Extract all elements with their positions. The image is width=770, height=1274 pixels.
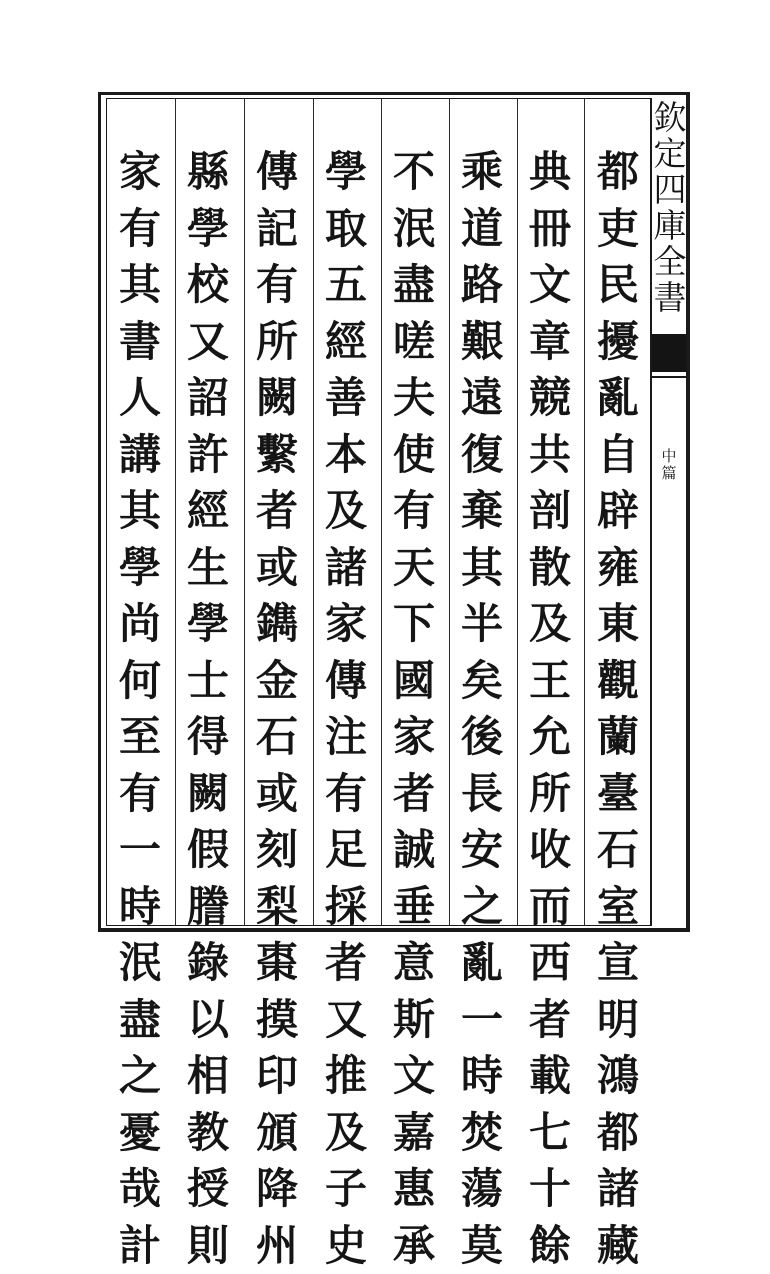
text-char: 經 [315, 314, 377, 371]
text-char: 一 [451, 992, 513, 1049]
text-char: 所 [246, 314, 308, 371]
text-char: 使 [383, 427, 445, 484]
text-char: 得 [177, 709, 239, 766]
text-char: 之 [109, 1048, 171, 1105]
text-char: 一 [109, 822, 171, 879]
column-rule [175, 99, 176, 925]
text-char: 或 [246, 766, 308, 823]
text-char: 學 [177, 596, 239, 653]
text-char: 子 [315, 1161, 377, 1218]
text-char: 嗟 [383, 314, 445, 371]
column-rule [449, 99, 450, 925]
text-char: 都 [587, 144, 649, 201]
text-char: 泯 [109, 935, 171, 992]
text-char: 注 [315, 709, 377, 766]
text-char: 嘉 [383, 1105, 445, 1162]
text-char: 艱 [451, 314, 513, 371]
column-rule [313, 99, 314, 925]
text-char: 學 [109, 540, 171, 597]
text-char: 諸 [315, 540, 377, 597]
text-char: 足 [315, 822, 377, 879]
text-char: 詔 [177, 370, 239, 427]
text-char: 亂 [587, 370, 649, 427]
text-char: 藏 [587, 1218, 649, 1274]
fishtail-rule [652, 376, 686, 378]
text-char: 夫 [383, 370, 445, 427]
text-char: 則 [177, 1218, 239, 1274]
text-char: 焚 [451, 1105, 513, 1162]
text-char: 允 [519, 709, 581, 766]
text-char: 路 [451, 257, 513, 314]
text-char: 斯 [383, 992, 445, 1049]
text-char: 競 [519, 370, 581, 427]
text-char: 明 [587, 992, 649, 1049]
text-column-2 [519, 144, 581, 1274]
text-char: 採 [315, 879, 377, 936]
text-char: 金 [246, 653, 308, 710]
text-char: 吏 [587, 201, 649, 258]
text-char: 者 [383, 766, 445, 823]
text-char: 棄 [451, 483, 513, 540]
text-char: 錄 [177, 935, 239, 992]
text-char: 講 [109, 427, 171, 484]
text-char: 西 [519, 935, 581, 992]
text-char: 又 [315, 992, 377, 1049]
text-char: 鐫 [246, 596, 308, 653]
text-char: 時 [109, 879, 171, 936]
text-char: 國 [383, 653, 445, 710]
text-char: 不 [383, 144, 445, 201]
column-rule [381, 99, 382, 925]
text-char: 闕 [177, 766, 239, 823]
text-char: 史 [315, 1218, 377, 1274]
text-char: 蘭 [587, 709, 649, 766]
text-char: 盡 [109, 992, 171, 1049]
text-column-1 [587, 144, 649, 1274]
text-char: 石 [587, 822, 649, 879]
text-char: 散 [519, 540, 581, 597]
text-char: 記 [246, 201, 308, 258]
text-char: 都 [587, 1105, 649, 1162]
text-char: 士 [177, 653, 239, 710]
text-char: 刻 [246, 822, 308, 879]
text-char: 者 [315, 935, 377, 992]
text-char: 闕 [246, 370, 308, 427]
text-char: 餘 [519, 1218, 581, 1274]
column-rule [517, 99, 518, 925]
text-char: 雍 [587, 540, 649, 597]
volume-char: 中 [654, 448, 684, 465]
text-char: 教 [177, 1105, 239, 1162]
text-char: 家 [109, 144, 171, 201]
text-char: 文 [519, 257, 581, 314]
column-rule [584, 99, 585, 925]
text-char: 憂 [109, 1105, 171, 1162]
text-char: 善 [315, 370, 377, 427]
column-rule [244, 99, 245, 925]
text-char: 又 [177, 314, 239, 371]
text-char: 垂 [383, 879, 445, 936]
text-char: 學 [177, 201, 239, 258]
text-char: 典 [519, 144, 581, 201]
text-char: 有 [109, 766, 171, 823]
text-column-4 [383, 144, 445, 1274]
text-char: 誠 [383, 822, 445, 879]
text-char: 安 [451, 822, 513, 879]
text-char: 其 [451, 540, 513, 597]
text-char: 室 [587, 879, 649, 936]
text-char: 觀 [587, 653, 649, 710]
text-char: 鴻 [587, 1048, 649, 1105]
text-char: 家 [383, 709, 445, 766]
text-char: 至 [109, 709, 171, 766]
text-char: 收 [519, 822, 581, 879]
text-char: 棗 [246, 935, 308, 992]
text-char: 推 [315, 1048, 377, 1105]
text-char: 而 [519, 879, 581, 936]
text-char: 或 [246, 540, 308, 597]
text-char: 亂 [451, 935, 513, 992]
text-char: 宣 [587, 935, 649, 992]
text-char: 者 [519, 992, 581, 1049]
book-title-char: 書 [652, 280, 688, 316]
text-char: 承 [383, 1218, 445, 1274]
text-char: 長 [451, 766, 513, 823]
text-char: 計 [109, 1218, 171, 1274]
text-char: 時 [451, 1048, 513, 1105]
text-char: 傳 [246, 144, 308, 201]
text-char: 臺 [587, 766, 649, 823]
text-char: 繫 [246, 427, 308, 484]
text-char: 有 [383, 483, 445, 540]
book-title-char: 全 [652, 244, 688, 280]
text-char: 之 [451, 879, 513, 936]
text-char: 及 [315, 483, 377, 540]
volume-char: 篇 [654, 465, 684, 482]
text-char: 以 [177, 992, 239, 1049]
text-char: 天 [383, 540, 445, 597]
text-char: 梨 [246, 879, 308, 936]
text-char: 復 [451, 427, 513, 484]
text-char: 縣 [177, 144, 239, 201]
fishtail-mark [652, 334, 686, 372]
text-char: 所 [519, 766, 581, 823]
text-column-7 [177, 144, 239, 1274]
text-column-5 [315, 144, 377, 1274]
text-char: 王 [519, 653, 581, 710]
text-char: 書 [109, 314, 171, 371]
text-char: 七 [519, 1105, 581, 1162]
text-char: 何 [109, 653, 171, 710]
text-char: 謄 [177, 879, 239, 936]
text-char: 者 [246, 483, 308, 540]
text-char: 意 [383, 935, 445, 992]
text-char: 頒 [246, 1105, 308, 1162]
text-char: 蕩 [451, 1161, 513, 1218]
text-char: 假 [177, 822, 239, 879]
text-char: 家 [315, 596, 377, 653]
text-char: 矣 [451, 653, 513, 710]
text-char: 經 [177, 483, 239, 540]
text-char: 州 [246, 1218, 308, 1274]
book-title-char: 欽 [652, 100, 688, 136]
text-char: 降 [246, 1161, 308, 1218]
text-char: 諸 [587, 1161, 649, 1218]
text-char: 印 [246, 1048, 308, 1105]
text-char: 校 [177, 257, 239, 314]
text-char: 泯 [383, 201, 445, 258]
text-char: 章 [519, 314, 581, 371]
text-char: 冊 [519, 201, 581, 258]
text-char: 有 [315, 766, 377, 823]
text-char: 下 [383, 596, 445, 653]
text-char: 及 [519, 596, 581, 653]
text-char: 摸 [246, 992, 308, 1049]
book-title [652, 100, 688, 316]
text-char: 文 [383, 1048, 445, 1105]
text-char: 本 [315, 427, 377, 484]
text-char: 十 [519, 1161, 581, 1218]
text-char: 其 [109, 483, 171, 540]
text-char: 剖 [519, 483, 581, 540]
book-title-char: 庫 [652, 208, 688, 244]
text-char: 有 [246, 257, 308, 314]
text-char: 生 [177, 540, 239, 597]
text-char: 相 [177, 1048, 239, 1105]
text-char: 載 [519, 1048, 581, 1105]
text-char: 尚 [109, 596, 171, 653]
text-char: 自 [587, 427, 649, 484]
text-char: 石 [246, 709, 308, 766]
text-char: 東 [587, 596, 649, 653]
text-char: 惠 [383, 1161, 445, 1218]
text-char: 傳 [315, 653, 377, 710]
text-char: 半 [451, 596, 513, 653]
text-char: 共 [519, 427, 581, 484]
text-char: 盡 [383, 257, 445, 314]
text-char: 民 [587, 257, 649, 314]
text-char: 後 [451, 709, 513, 766]
text-char: 有 [109, 201, 171, 258]
text-char: 其 [109, 257, 171, 314]
volume-label [654, 448, 684, 482]
text-column-6 [246, 144, 308, 1274]
text-char: 道 [451, 201, 513, 258]
text-char: 學 [315, 144, 377, 201]
text-column-8 [109, 144, 171, 1274]
text-char: 哉 [109, 1161, 171, 1218]
text-char: 遠 [451, 370, 513, 427]
text-char: 取 [315, 201, 377, 258]
text-char: 授 [177, 1161, 239, 1218]
book-title-char: 四 [652, 172, 688, 208]
text-char: 辟 [587, 483, 649, 540]
text-char: 許 [177, 427, 239, 484]
text-char: 莫 [451, 1218, 513, 1274]
text-char: 擾 [587, 314, 649, 371]
text-column-3 [451, 144, 513, 1274]
text-char: 人 [109, 370, 171, 427]
book-title-char: 定 [652, 136, 688, 172]
text-char: 乘 [451, 144, 513, 201]
text-char: 及 [315, 1105, 377, 1162]
text-char: 五 [315, 257, 377, 314]
